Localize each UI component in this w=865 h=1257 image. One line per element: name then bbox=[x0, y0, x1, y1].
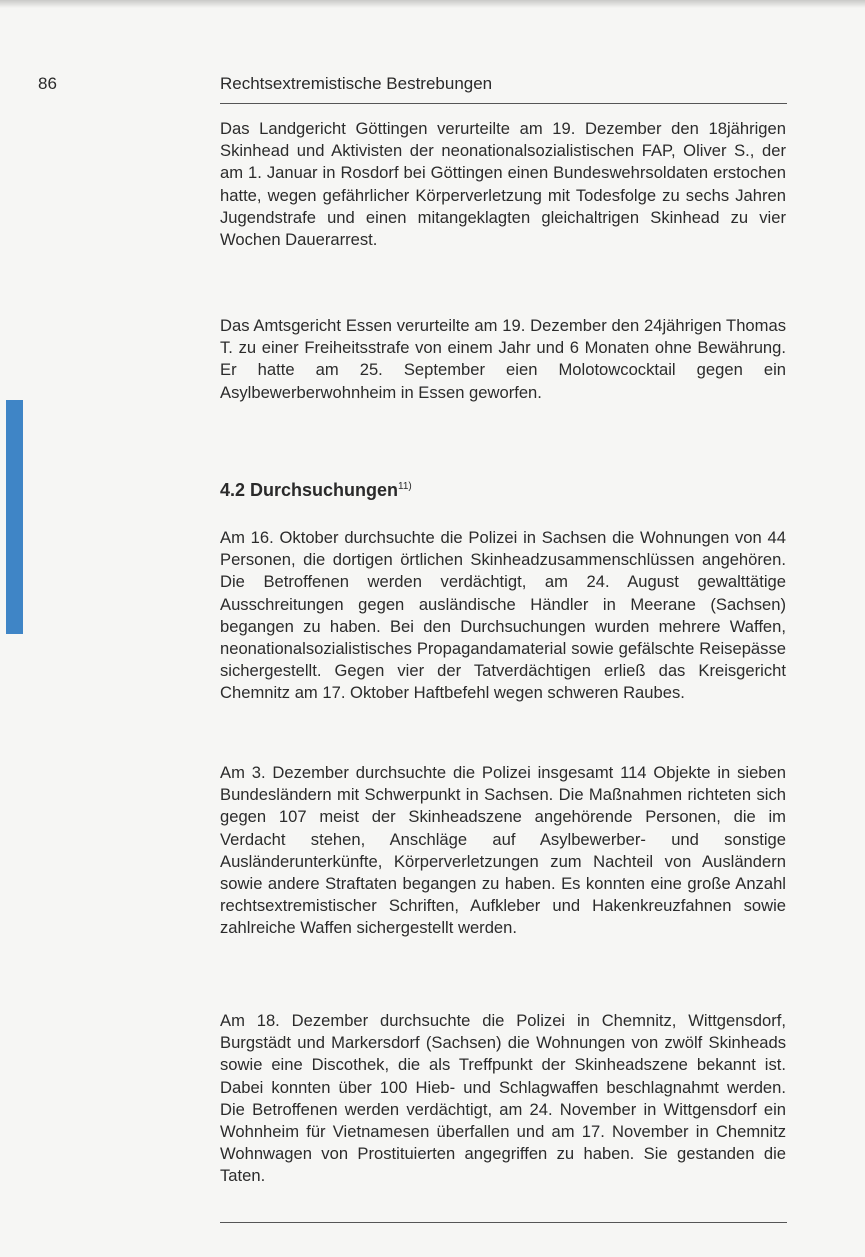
scan-top-edge bbox=[0, 0, 865, 8]
chapter-margin-tab bbox=[6, 400, 23, 634]
paragraph-landgericht: Das Landgericht Göttingen verurteilte am 19. Dezember den 18jährigen Skinhead und Aktivisten der neonationalsozialistischen FAP, Oliver S., der am 1. Januar in Rosdorf bei Göttingen einen Bundeswehrsoldaten erstochen hatte, wegen gefährlicher Körperverletzung mit Todesfolge zu sechs Jahren Jugendstrafe und einen mitangeklagten gleichaltrigen Skinhead zu vier Wochen Dauerarrest. bbox=[220, 119, 786, 250]
paragraph-16-oktober: Am 16. Oktober durchsuchte die Polizei in Sachsen die Wohnungen von 44 Personen, die dortigen örtlichen Skinheadzusammenschlüssen angehören. Die Betroffenen werden verdächtigt, am 24. August gewalttätige Ausschreitungen gegen ausländische Händler in Meerane (Sachsen) begangen zu haben. Bei den Durchsuchungen wurden mehrere Waffen, neonationalsozialistisches Propagandamaterial sowie gefälschte Reisepässe sichergestellt. Gegen vier der Tatverdächtigen erließ das Kreisgericht Chemnitz am 17. Oktober Haftbefehl wegen schweren Raubes. bbox=[220, 528, 786, 703]
footnote-reference: 11) bbox=[398, 481, 412, 492]
paragraph-3-dezember: Am 3. Dezember durchsuchte die Polizei insgesamt 114 Objekte in sieben Bundesländern mit Schwerpunkt in Sachsen. Die Maßnahmen richteten sich gegen 107 meist der Skinheadszene angehörende Personen, die im Verdacht stehen, Anschläge auf Asylbewerber- und sonstige Ausländerunterkünfte, Körperverletzungen zum Nachteil von Ausländern sowie andere Straftaten begangen zu haben. Es konnten eine große Anzahl rechtsextremistischer Schriften, Aufkleber und Hakenkreuzfahnen sowie zahlreiche Waffen sichergestellt werden. bbox=[220, 763, 786, 938]
running-header: Rechtsextremistische Bestrebungen bbox=[220, 74, 493, 93]
section-heading bbox=[220, 480, 412, 501]
section-heading-text: 4.2 Durchsuchungen bbox=[220, 480, 399, 500]
paragraph-amtsgericht: Das Amtsgericht Essen verurteilte am 19. Dezember den 24jährigen Thomas T. zu einer Freiheitsstrafe von einem Jahr und 6 Monaten ohne Bewährung. Er hatte am 25. September eien Molotowcocktail gegen ein Asylbewerberwohnheim in Essen geworfen. bbox=[220, 316, 786, 402]
paragraph-18-dezember: Am 18. Dezember durchsuchte die Polizei in Chemnitz, Wittgensdorf, Burgstädt und Markersdorf (Sachsen) die Wohnungen von zwölf Skinheads sowie eine Discothek, die als Treffpunkt der Skinheadszene bekannt ist. Dabei konnten über 100 Hieb- und Schlagwaffen beschlagnahmt werden. Die Betroffenen werden verdächtigt, am 24. November in Wittgensdorf ein Wohnheim für Vietnamesen überfallen und am 17. November in Chemnitz Wohnwagen von Prostituierten angegriffen zu haben. Sie gestanden die Taten. bbox=[220, 1011, 786, 1186]
header-divider bbox=[220, 103, 787, 104]
footer-divider bbox=[220, 1222, 787, 1223]
page-number: 86 bbox=[38, 74, 57, 93]
